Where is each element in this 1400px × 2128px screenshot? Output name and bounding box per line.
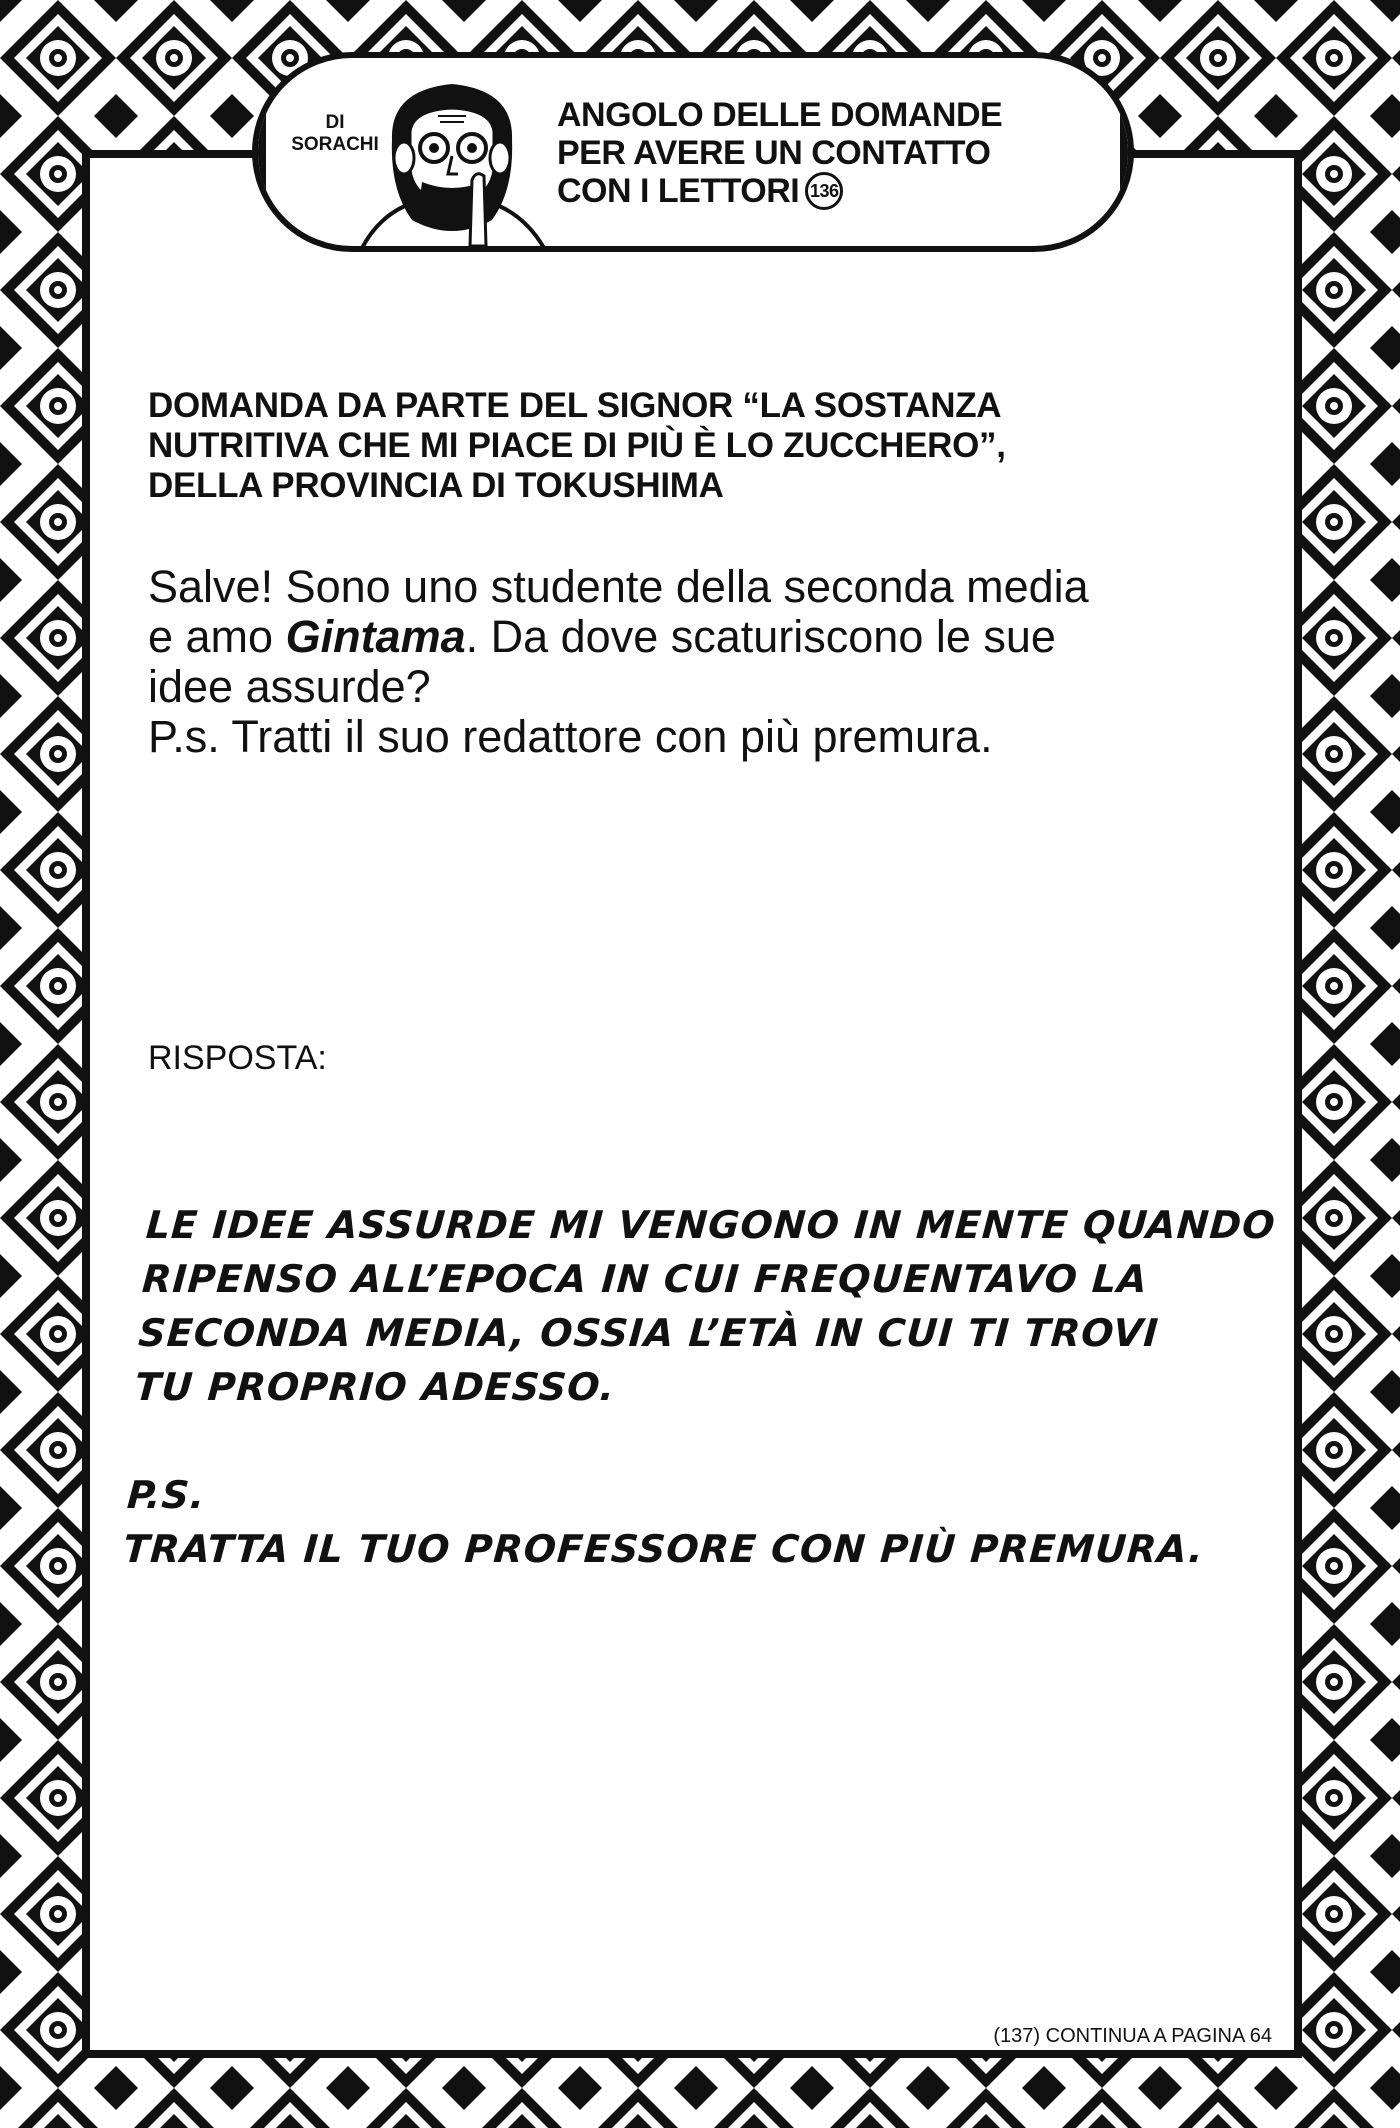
header-title-line: PER AVERE UN CONTATTO	[557, 134, 991, 172]
question-body	[148, 562, 1268, 762]
answer-spacer	[129, 1414, 1243, 1468]
author-credit-line2: SORACHI	[291, 134, 379, 155]
answer-ps-text: TRATTA IL TUO PROFESSORE CON PIÙ PREMURA.	[121, 1527, 1206, 1571]
question-postscript: P.s. Tratti il suo redattore con più premura.	[148, 711, 993, 762]
question-heading-line: NUTRITIVA CHE MI PIACE DI PIÙ È LO ZUCCHERO”,	[148, 426, 1006, 465]
question-heading	[148, 386, 1278, 506]
answer-line: RIPENSO ALL’EPOCA IN CUI FREQUENTAVO LA	[140, 1257, 1150, 1301]
question-heading-line: DELLA PROVINCIA DI TOKUSHIMA	[148, 466, 724, 505]
header-title-line-text: CON I LETTORI	[557, 172, 800, 210]
question-heading-line: DOMANDA DA PARTE DEL SIGNOR “LA SOSTANZA	[148, 386, 1002, 425]
continuation-note: (137) CONTINUA A PAGINA 64	[993, 2025, 1272, 2047]
answer-ps-label: P.S.	[125, 1473, 208, 1517]
question-body-line	[148, 612, 1268, 662]
answer-body	[121, 1198, 1278, 1576]
answer-line: SECONDA MEDIA, OSSIA L’ETÀ IN CUI TI TROVI	[137, 1311, 1161, 1355]
answer-label: RISPOSTA:	[148, 1039, 327, 1077]
author-credit-line1: DI	[325, 112, 345, 133]
header-title-line: ANGOLO DELLE DOMANDE	[557, 96, 1003, 134]
manga-title: Gintama	[285, 611, 466, 662]
question-body-text: . Da dove scaturiscono le sue	[465, 611, 1056, 662]
author-portrait-icon	[352, 70, 552, 250]
header-title-line	[557, 172, 1097, 210]
issue-number-badge: 136	[805, 172, 843, 210]
answer-line: TU PROPRIO ADESSO.	[133, 1365, 617, 1409]
answer-line: LE IDEE ASSURDE MI VENGONO IN MENTE QUANDO	[144, 1203, 1278, 1247]
header-title	[557, 96, 1097, 210]
question-body-line: Salve! Sono uno studente della seconda media	[148, 561, 1089, 612]
question-body-line: idee assurde?	[148, 661, 431, 712]
question-body-text: e amo	[148, 611, 286, 662]
